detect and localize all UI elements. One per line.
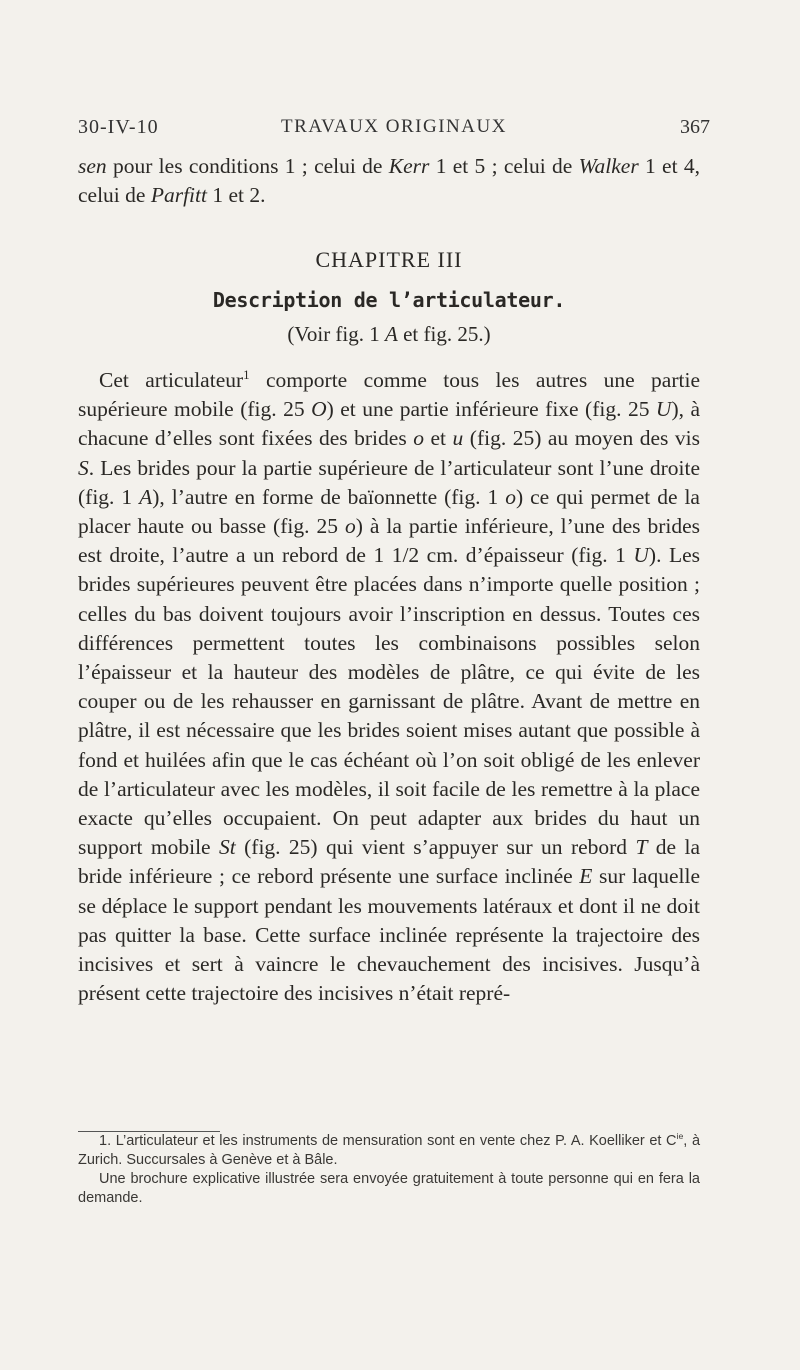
- author-name: Walker: [578, 154, 639, 178]
- text-run: ), l’autre en forme de baïonnette (fig. 1: [152, 484, 506, 509]
- author-name: sen: [78, 154, 107, 178]
- footnote-ref: 1: [243, 367, 250, 382]
- fig-label: A: [139, 484, 153, 509]
- footnote-1: [78, 1132, 700, 1170]
- text-run: et fig. 25.): [397, 322, 491, 346]
- running-head: [78, 116, 710, 146]
- superscript: ie: [676, 1131, 684, 1142]
- body-paragraph: [78, 366, 700, 1008]
- footnote-2: Une brochure explicative illustrée sera envoyée gratuitement à toute personne qui en fera la demande.: [78, 1171, 700, 1206]
- header-date: 30-IV-10: [78, 116, 159, 138]
- author-name: Parfitt: [150, 183, 207, 208]
- text-run: 1 et 4, celui de: [78, 154, 700, 208]
- text-run: comporte comme tous les autres une partie supérieure mobile (fig. 25: [78, 368, 700, 422]
- text-run: ). Les brides supérieures peuvent être placées dans n’importe quelle position ; celles du bas doivent toujours avoir l’inscription en dessus. Toutes ces différences permettent toutes les combinaisons possibles selon l’épaisseur et la hauteur des modèles de plâtre, ce qui évite de les couper ou de les rehausser en garnissant de plâtre. Avant de mettre en plâtre, il est nécessaire que les brides soient mises autant que possible à fond et huilées afin que le cas échéant où l’on soit obligé de les enlever de l’articulateur avec les modèles, il soit facile de les remettre à la place exacte qu’elles occupaient. On peut adapter aux brides du haut un support mobile: [78, 543, 700, 860]
- chapter-title: CHAPITRE III: [315, 247, 463, 272]
- fig-label: o: [344, 514, 356, 539]
- text-run: . Les brides pour la partie supérieure de l’articulateur sont l’une droite (fig. 1: [78, 455, 700, 509]
- text-run: ) et une partie inférieure fixe (fig. 25: [326, 397, 656, 422]
- fig-label: U: [655, 397, 672, 422]
- text-run: (fig. 25) qui vient s’appuyer sur un rebord: [235, 835, 636, 860]
- fig-label: O: [311, 397, 327, 422]
- fig-label: u: [452, 426, 464, 451]
- fig-label: St: [219, 835, 236, 860]
- main-text: [78, 366, 700, 1008]
- text-run: 1 et 5 ; celui de: [429, 154, 579, 178]
- text-run: pour les conditions 1 ; celui de: [106, 154, 389, 178]
- intro-paragraph: [78, 152, 700, 210]
- section-title: Description de l’articulateur.: [212, 288, 566, 312]
- fig-label: E: [579, 864, 593, 889]
- text-run: de la bride inférieure ; ce rebord présente une surface inclinée: [78, 835, 701, 889]
- text-run: et: [423, 426, 453, 451]
- text-run: 1 et 2.: [206, 183, 266, 208]
- text-run: ), à chacune d’elles sont fixées des brides: [78, 397, 701, 451]
- text-run: Cet articulateur: [99, 368, 244, 392]
- fig-label: S: [78, 455, 89, 480]
- text-run: (Voir fig. 1: [287, 322, 386, 346]
- text-run: sur laquelle se déplace le support pendant les mouvements latéraux et dont il ne doit pas quitter la base. Cette surface inclinée représente la trajectoire des incisives et sert à vaincre le chevauchement des incisives. Jusqu’à présent cette trajectoire des incisives n’était repré-: [78, 864, 701, 1006]
- text-run: (fig. 25) au moyen des vis: [463, 426, 700, 451]
- fig-label: A: [385, 322, 398, 346]
- text-run: ) à la partie inférieure, l’une des brides est droite, l’autre a un rebord de 1 1/2 cm. d’épaisseur (fig. 1: [78, 514, 701, 568]
- fig-label: T: [635, 835, 648, 860]
- text-run: , à Zurich. Succursales à Genève et à Bâle.: [78, 1133, 701, 1168]
- text-run: 1. L’articulateur et les instruments de mensuration sont en vente chez P. A. Koelliker et C: [99, 1133, 677, 1149]
- text-run: ) ce qui permet de la placer haute ou basse (fig. 25: [78, 484, 700, 539]
- author-name: Kerr: [388, 154, 430, 178]
- figure-reference: [78, 322, 700, 347]
- fig-label: o: [413, 426, 424, 451]
- header-title: TRAVAUX ORIGINAUX: [281, 116, 507, 137]
- fig-label: U: [633, 543, 649, 568]
- intro-text: [78, 152, 700, 210]
- footnotes: [78, 1132, 700, 1208]
- page-number: 367: [680, 116, 710, 138]
- fig-label: o: [505, 484, 516, 509]
